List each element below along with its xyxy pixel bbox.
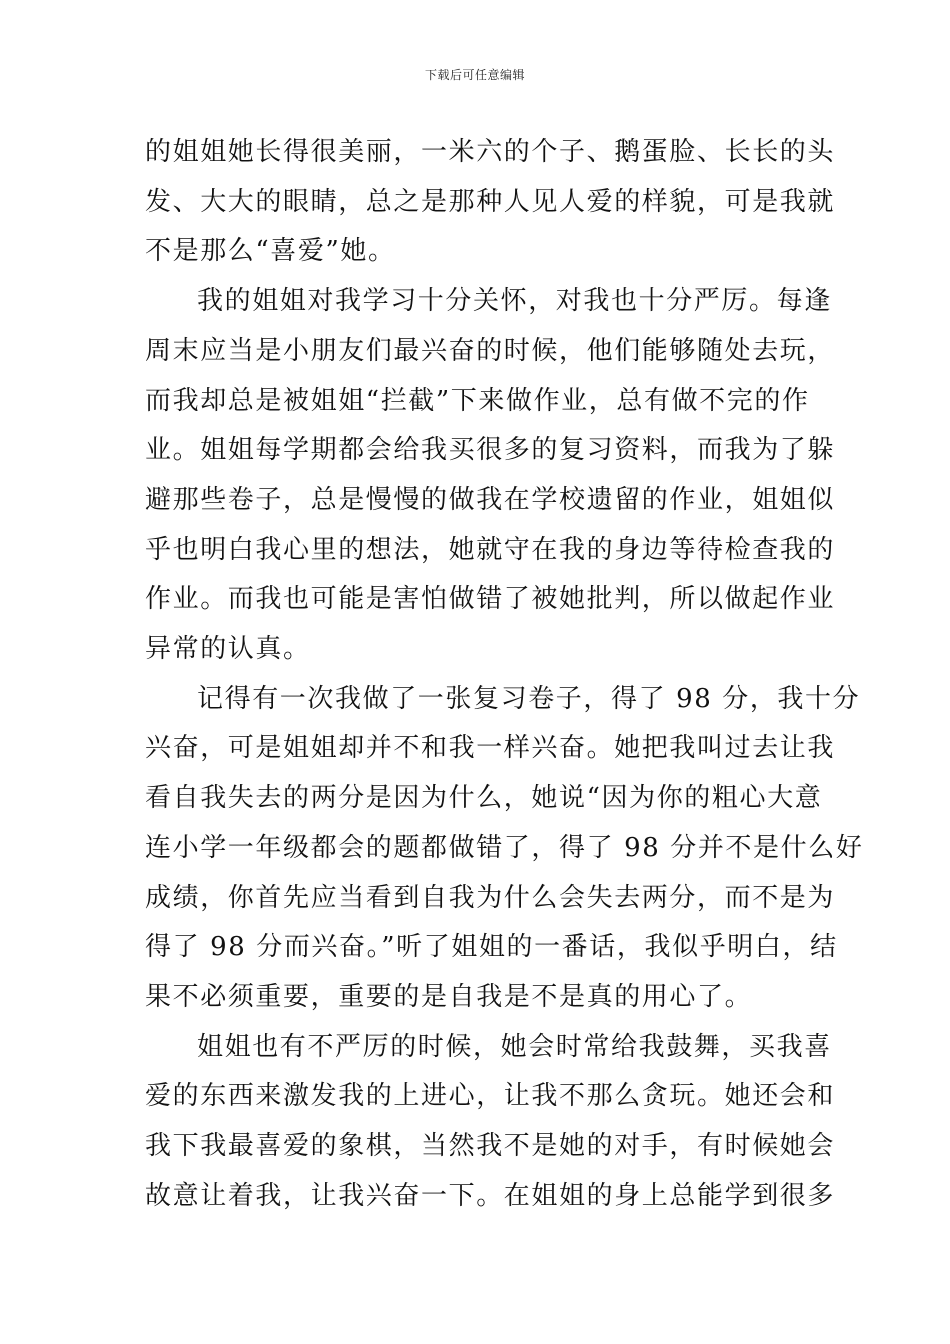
text-line: 我下我最喜爱的象棋，当然我不是她的对手，有时候她会 [145,1131,836,1162]
text-line: 避那些卷子，总是慢慢的做我在学校遗留的作业，姐姐似 [145,484,836,515]
text-line: 记得有一次我做了一张复习卷子，得了 98 分，我十分 [197,683,861,714]
text-line: 我的姐姐对我学习十分关怀，对我也十分严厉。每逢 [197,286,832,317]
text-line: 故意让着我，让我兴奋一下。在姐姐的身上总能学到很多 [145,1180,836,1211]
text-line: 成绩，你首先应当看到自我为什么会失去两分，而不是为 [145,882,836,913]
document-body [145,128,864,1221]
text-line: 兴奋，可是姐姐却并不和我一样兴奋。她把我叫过去让我 [145,733,836,764]
text-line: 看自我失去的两分是因为什么，她说“因为你的粗心大意 [145,783,823,814]
paragraph-4 [145,1023,836,1222]
text-line: 周末应当是小朋友们最兴奋的时候，他们能够随处去玩， [145,335,836,366]
text-line: 异常的认真。 [145,634,311,665]
text-line: 姐姐也有不严厉的时候，她会时常给我鼓舞，买我喜 [197,1031,832,1062]
paragraph-3 [145,675,864,1023]
text-line: 乎也明白我心里的想法，她就守在我的身边等待检查我的 [145,534,836,565]
paragraph-2 [145,277,836,675]
text-line: 不是那么“喜爱”她。 [145,236,396,267]
text-line: 得了 98 分而兴奋。”听了姐姐的一番话，我似乎明白，结 [145,932,838,963]
text-line: 业。姐姐每学期都会给我买很多的复习资料，而我为了躲 [145,435,836,466]
text-line: 而我却总是被姐姐“拦截”下来做作业，总有做不完的作 [145,385,810,416]
header-note: 下载后可任意编辑 [424,68,525,82]
paragraph-1 [145,128,836,277]
text-line: 的姐姐她长得很美丽，一米六的个子、鹅蛋脸、长长的头 [145,137,836,167]
text-line: 连小学一年级都会的题都做错了，得了 98 分并不是什么好 [145,832,864,863]
text-line: 爱的东西来激发我的上进心，让我不那么贪玩。她还会和 [145,1081,836,1112]
text-line: 作业。而我也可能是害怕做错了被她批判，所以做起作业 [145,584,836,615]
text-line: 发、大大的眼睛，总之是那种人见人爱的样貌，可是我就 [145,186,836,217]
text-line: 果不必须重要，重要的是自我是不是真的用心了。 [145,981,753,1012]
